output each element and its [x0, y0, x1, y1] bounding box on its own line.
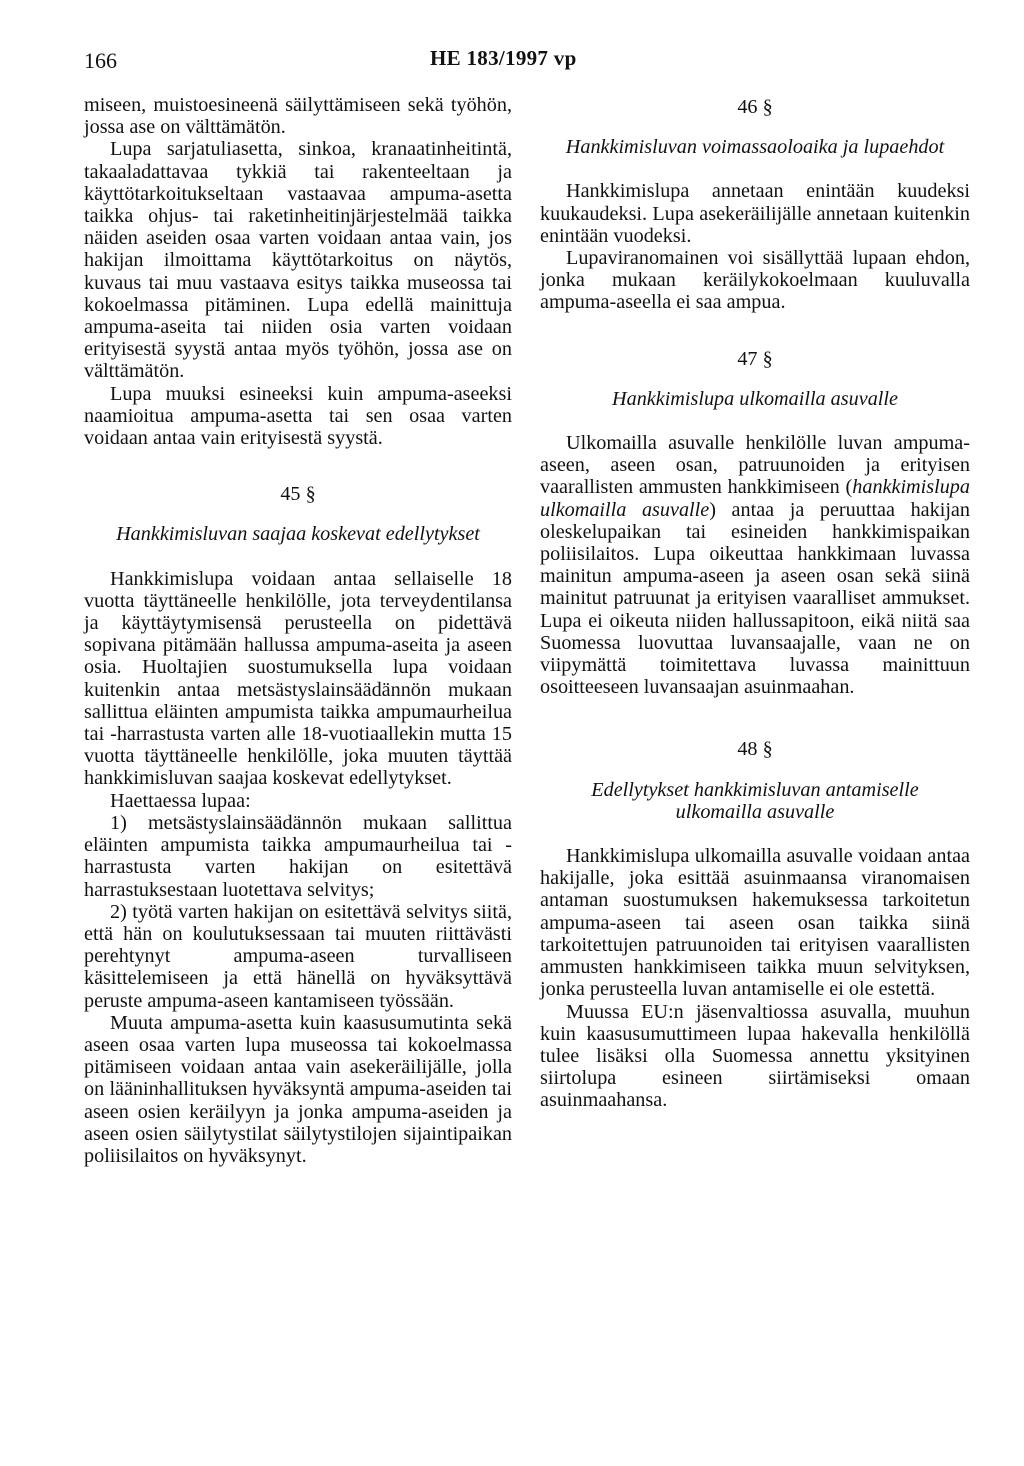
paragraph: Hankkimislupa annetaan enintään kuudeksi kuukaudeksi. Lupa asekeräilijälle annetaan kuitenkin enintään vuodeksi.: [540, 180, 970, 247]
section-45-number: 45 §: [280, 483, 316, 506]
section-48-title: Edellytykset hankkimisluvan antamiselle ulkomailla asuvalle: [591, 778, 919, 823]
page-number: 166: [84, 48, 117, 73]
paragraph: Lupa sarjatuliasetta, sinkoa, kranaatinheitintä, takaaladattavaa tykkiä tai rakenteeltaan ja käyttötarkoitukseltaan vastaavaa ampuma-asetta taikka ohjus- tai raketinheitinjärjestelmää taikka näiden aseiden osaa varten voidaan antaa vain, jos hakijan ilmoittama käyttötarkoitus on näytös, kuvaus tai muu vastaava esitys taikka museossa tai kokoelmassa pitäminen. Lupa edellä mainittuja ampuma-aseita tai niiden osia varten voidaan erityisestä syystä antaa myös työhön, jossa ase on välttämätön.: [84, 138, 512, 383]
paragraph: Hankkimislupa ulkomailla asuvalle voidaan antaa hakijalle, joka esittää asuinmaansa viranomaisen antaman suostumuksen hakemuksessa tarkoitetun ampuma-aseen tai aseen osan taikka siinä tarkoitettujen patruunoiden tai erityisen vaarallisten ammusten hankkimiseen taikka muun selvityksen, jonka perusteella luvan antamiselle ei ole estettä.: [540, 845, 970, 1001]
left-column: [84, 94, 512, 1167]
running-head: HE 183/1997 vp: [430, 46, 577, 70]
list-item: 2) työtä varten hakijan on esitettävä selvitys siitä, että hän on koulutuksessaan tai muuten riittävästi perehtynyt ampuma-aseen turvalliseen käsittelemiseen ja että hänellä on hyväksyttävä peruste ampuma-aseen kantamiseen työssään.: [84, 900, 512, 1012]
paragraph: Muussa EU:n jäsenvaltiossa asuvalla, muuhun kuin kaasusumuttimeen lupaa hakevalla henkilöllä tulee lisäksi olla Suomessa annettu yksityinen siirtolupa esineen siirtämiseksi omaan asuinmaahansa.: [540, 1000, 970, 1112]
paragraph: [540, 432, 970, 698]
text-run: Ulkomailla asuvalle henkilölle luvan ampuma-aseen, aseen osan, patruunoiden ja erityisen vaarallisten ammusten hankkimiseen (: [540, 432, 970, 499]
text-run: ) antaa ja peruuttaa hakijan oleskelupaikan tai esineiden hankkimispaikan poliisilaitos. Lupa oikeuttaa hankkimaan luvassa mainitun ampuma-aseen ja aseen osan sekä siinä mainitut patruunat ja erityisen vaaralliset ammukset. Lupa ei oikeuta niiden hallussapitoon, eikä niitä saa Suomessa luovuttaa luvansaajalle, vaan ne on viipymättä toimitettava luvassa mainittuun osoitteeseen luvansaajan asuinmaahan.: [540, 498, 970, 699]
section-48-number: 48 §: [737, 738, 773, 761]
paragraph: Hankkimislupa voidaan antaa sellaiselle 18 vuotta täyttäneelle henkilölle, jota terveydentilansa ja käyttäytymisensä perusteella on pidettävä sopivana pitämään hallussa ampuma-aseita ja aseen osia. Huoltajien suostumuksella lupa voidaan kuitenkin antaa metsästyslainsäädännön mukaan sallittua eläinten ampumista taikka ampumaurheilua tai -harrastusta varten alle 18-vuotiaallekin mutta 15 vuotta täyttäneelle henkilölle, joka muuten täyttää hankkimisluvan saajaa koskevat edellytykset.: [84, 567, 512, 790]
list-item: 1) metsästyslainsäädännön mukaan sallittua eläinten ampumista taikka ampumaurheilua tai -harrastusta varten hakijan on esitettävä harrastuksestaan luotettava selvitys;: [84, 811, 512, 901]
right-column: [540, 94, 970, 1112]
paragraph: Haettaessa lupaa:: [110, 789, 251, 812]
section-46-title: Hankkimisluvan voimassaoloaika ja lupaehdot: [565, 136, 945, 159]
section-47-number: 47 §: [737, 347, 773, 370]
section-46-number: 46 §: [737, 96, 773, 118]
paragraph: Muuta ampuma-asetta kuin kaasusumutinta sekä aseen osaa varten lupa museossa tai kokoelmassa pitämiseen voidaan antaa vain asekeräilijälle, jolla on lääninhallituksen hyväksyntä ampuma-aseiden tai aseen osien keräilyyn ja jonka ampuma-aseiden ja aseen osien säilytystilat säilytystilojen sijaintipaikan poliisilaitos on hyväksynyt.: [84, 1011, 512, 1167]
defined-term: hankkimislupa ulkomailla asuvalle: [540, 476, 970, 521]
paragraph: Lupaviranomainen voi sisällyttää lupaan ehdon, jonka mukaan keräilykokoelmaan kuuluvalla ampuma-aseella ei saa ampua.: [540, 247, 970, 314]
paragraph: miseen, muistoesineenä säilyttämiseen sekä työhön, jossa ase on välttämätön.: [84, 94, 512, 139]
section-45-title: Hankkimisluvan saajaa koskevat edellytykset: [116, 523, 480, 546]
paragraph: Lupa muuksi esineeksi kuin ampuma-aseeksi naamioitua ampuma-asetta tai sen osaa varten voidaan antaa vain erityisestä syystä.: [84, 382, 512, 450]
section-47-title: Hankkimislupa ulkomailla asuvalle: [612, 387, 898, 410]
